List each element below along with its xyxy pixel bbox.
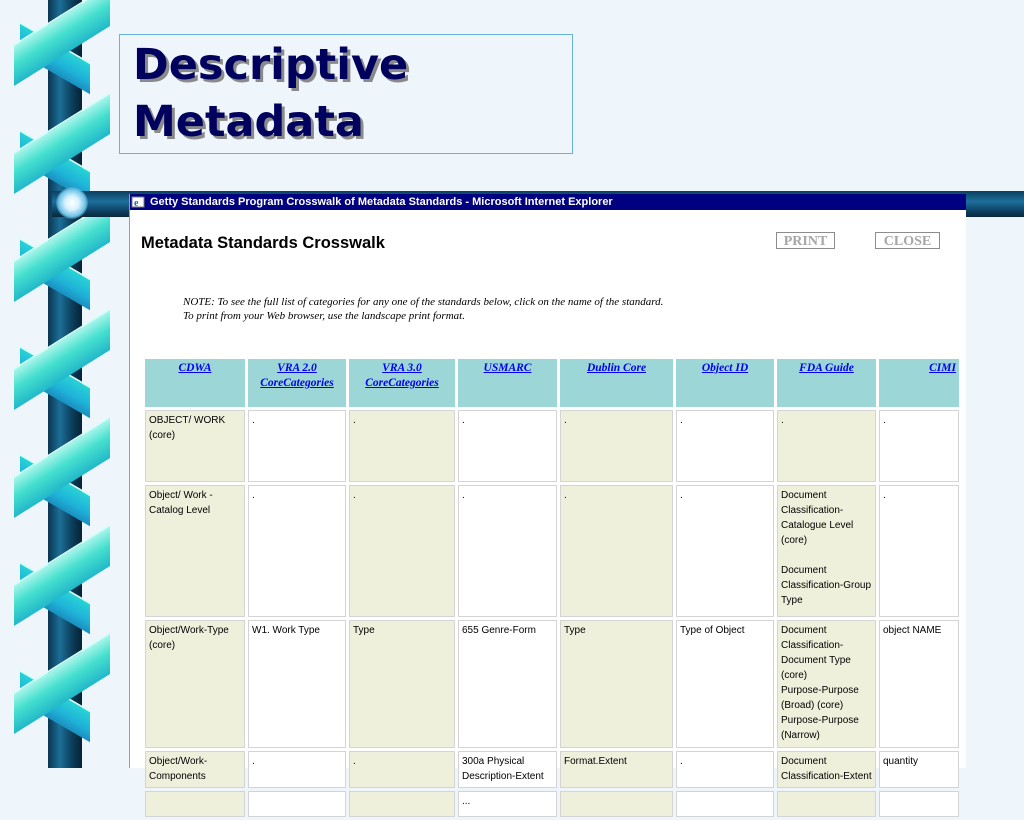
table-cell: Format.Extent: [560, 751, 673, 788]
table-cell: .: [458, 410, 557, 482]
standard-link-usmarc[interactable]: USMARC: [483, 362, 532, 374]
standard-link-dublin-core[interactable]: Dublin Core: [586, 362, 647, 374]
table-cell: [349, 791, 455, 817]
table-cell: object NAME: [879, 620, 959, 748]
header-vra-3[interactable]: [349, 359, 455, 407]
standard-link-fda-guide[interactable]: FDA Guide: [799, 362, 854, 374]
table-cell: .: [349, 485, 455, 617]
table-row: [145, 620, 959, 748]
decorative-spiral: [0, 0, 112, 768]
table-cell: [145, 791, 245, 817]
table-cell: Document Classification- Catalogue Level (core) Document Classification-Group Type: [777, 485, 876, 617]
table-cell: 300a Physical Description-Extent: [458, 751, 557, 788]
table-cell: Type of Object: [676, 620, 774, 748]
browser-window: [129, 194, 966, 807]
svg-text:e: e: [134, 198, 139, 209]
internet-explorer-icon: [132, 196, 145, 208]
table-cell: .: [248, 410, 346, 482]
slide-title: Descriptive Metadata: [133, 40, 409, 147]
standard-link-cimi[interactable]: CIMI: [929, 362, 956, 374]
table-cell: Type: [560, 620, 673, 748]
table-cell: Document Classification- Document Type (core) Purpose-Purpose (Broad) (core) Purpose-Purpose (Narrow): [777, 620, 876, 748]
header-fda-guide[interactable]: [777, 359, 876, 407]
table-cell: W1. Work Type: [248, 620, 346, 748]
table-cell: [879, 791, 959, 817]
header-cimi[interactable]: [879, 359, 959, 407]
table-row: [145, 410, 959, 482]
standard-link-object-id[interactable]: Object ID: [701, 362, 749, 374]
table-cell: [676, 791, 774, 817]
window-title: Getty Standards Program Crosswalk of Metadata Standards - Microsoft Internet Explorer: [150, 196, 613, 208]
table-cell: .: [676, 485, 774, 617]
close-button[interactable]: CLOSE: [875, 232, 940, 249]
table-cell: .: [560, 410, 673, 482]
table-cell: .: [676, 410, 774, 482]
table-cell: .: [879, 410, 959, 482]
table-cell: .: [560, 485, 673, 617]
table-cell: quantity: [879, 751, 959, 788]
table-cell: .: [777, 410, 876, 482]
table-cell: .: [349, 751, 455, 788]
table-cell: .: [676, 751, 774, 788]
table-header-row: [145, 359, 959, 407]
standard-link-cdwa[interactable]: CDWA: [178, 362, 212, 374]
table-cell: Object/Work- Components: [145, 751, 245, 788]
title-box: [119, 34, 573, 154]
table-cell: OBJECT/ WORK (core): [145, 410, 245, 482]
page-heading: Metadata Standards Crosswalk: [141, 234, 385, 252]
table-cell: Document Classification-Extent: [777, 751, 876, 788]
table-cell: .: [349, 410, 455, 482]
note-line-2: To print from your Web browser, use the landscape print format.: [183, 310, 465, 322]
standard-link-vra-2[interactable]: VRA 2.0 CoreCategories: [260, 362, 334, 389]
print-button[interactable]: PRINT: [776, 232, 835, 249]
table-cell: 655 Genre-Form: [458, 620, 557, 748]
header-object-id[interactable]: [676, 359, 774, 407]
header-usmarc[interactable]: [458, 359, 557, 407]
table-cell: Object/Work-Type (core): [145, 620, 245, 748]
table-row: [145, 485, 959, 617]
table-cell: Type: [349, 620, 455, 748]
standard-link-vra-3[interactable]: VRA 3.0 CoreCategories: [365, 362, 439, 389]
table-cell: .: [879, 485, 959, 617]
table-cell: .: [248, 751, 346, 788]
note-line-1: NOTE: To see the full list of categories for any one of the standards below, click on the name of the standard.: [183, 296, 664, 308]
table-cell: [777, 791, 876, 817]
table-cell: [248, 791, 346, 817]
table-cell: Object/ Work - Catalog Level: [145, 485, 245, 617]
table-cell: .: [248, 485, 346, 617]
header-cdwa[interactable]: [145, 359, 245, 407]
table-cell: [560, 791, 673, 817]
header-vra-2[interactable]: [248, 359, 346, 407]
note-text: [183, 295, 663, 323]
window-titlebar[interactable]: [130, 194, 966, 210]
header-dublin-core[interactable]: [560, 359, 673, 407]
web-page: [130, 210, 966, 807]
table-cell: .: [458, 485, 557, 617]
table-cell: ...: [458, 791, 557, 817]
crosswalk-table: [142, 356, 962, 820]
table-row: [145, 791, 959, 817]
table-row: [145, 751, 959, 788]
bar-knob: [56, 187, 88, 219]
